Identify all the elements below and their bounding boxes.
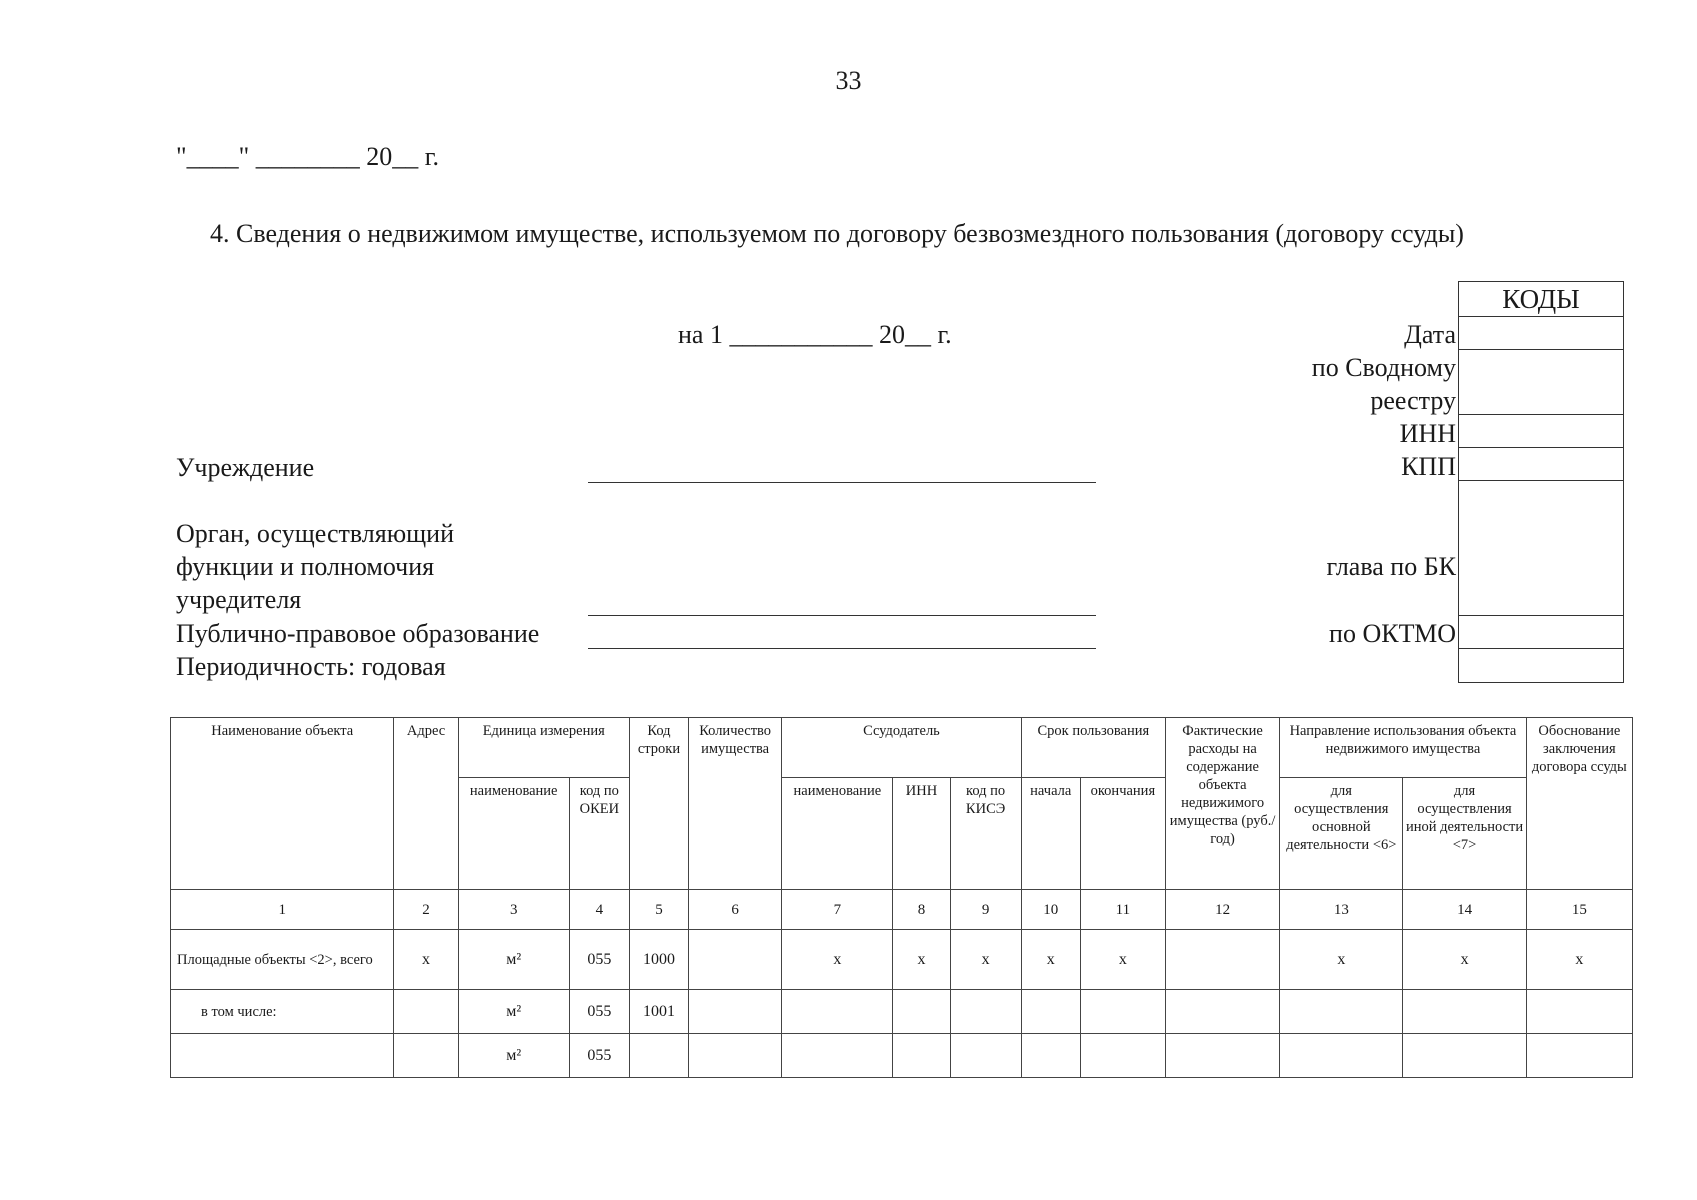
table-cell[interactable] bbox=[689, 930, 782, 990]
column-number: 11 bbox=[1080, 890, 1165, 930]
label-date: Дата bbox=[1404, 320, 1456, 349]
table-cell[interactable] bbox=[1021, 1034, 1080, 1078]
table-cell: х bbox=[950, 930, 1021, 990]
header-term: Срок пользования bbox=[1021, 718, 1165, 778]
column-number: 2 bbox=[394, 890, 458, 930]
column-number: 8 bbox=[893, 890, 950, 930]
table-cell: 055 bbox=[569, 990, 629, 1034]
table-cell: х bbox=[1080, 930, 1165, 990]
header-address: Адрес bbox=[394, 718, 458, 890]
header-object-name: Наименование объекта bbox=[171, 718, 394, 890]
table-cell[interactable] bbox=[689, 990, 782, 1034]
column-number: 12 bbox=[1165, 890, 1279, 930]
table-cell[interactable] bbox=[1526, 990, 1632, 1034]
header-basis: Обоснование заключения договора ссуды bbox=[1526, 718, 1632, 890]
table-cell[interactable] bbox=[1080, 1034, 1165, 1078]
label-organ-1: Орган, осуществляющий bbox=[176, 519, 454, 548]
label-organ-3: учредителя bbox=[176, 585, 302, 614]
label-oktmo: по ОКТМО bbox=[1329, 619, 1456, 648]
header-unit-name: наименование bbox=[458, 778, 569, 890]
table-cell[interactable] bbox=[1280, 1034, 1403, 1078]
as-of-date: на 1 ___________ 20__ г. bbox=[678, 320, 952, 349]
table-cell[interactable] bbox=[1165, 1034, 1279, 1078]
label-inn: ИНН bbox=[1399, 419, 1456, 448]
table-cell: х bbox=[394, 930, 458, 990]
header-costs: Фактические расходы на содержание объекта недвижимого имущества (руб./год) bbox=[1165, 718, 1279, 890]
column-number: 7 bbox=[782, 890, 893, 930]
table-cell[interactable] bbox=[893, 1034, 950, 1078]
label-registry-1: по Сводному bbox=[1311, 353, 1456, 382]
label-kpp: КПП bbox=[1401, 452, 1456, 481]
header-line-code: Код строки bbox=[629, 718, 688, 890]
header-lender-kise: код по КИСЭ bbox=[950, 778, 1021, 890]
column-number: 3 bbox=[458, 890, 569, 930]
table-cell: 1001 bbox=[629, 990, 688, 1034]
table-cell[interactable] bbox=[1403, 990, 1526, 1034]
table-cell[interactable] bbox=[689, 1034, 782, 1078]
public-entity-field[interactable] bbox=[588, 648, 1096, 649]
table-cell: х bbox=[1526, 930, 1632, 990]
table-cell: х bbox=[1280, 930, 1403, 990]
table-cell: м² bbox=[458, 1034, 569, 1078]
table-cell[interactable] bbox=[1526, 1034, 1632, 1078]
table-cell[interactable] bbox=[782, 1034, 893, 1078]
header-lender-name: наименование bbox=[782, 778, 893, 890]
section-title: 4. Сведения о недвижимом имуществе, используемом по договору безвозмездного пользования (договору ссуды) bbox=[210, 219, 1464, 248]
column-number: 1 bbox=[171, 890, 394, 930]
table-cell: м² bbox=[458, 990, 569, 1034]
table-cell: х bbox=[1403, 930, 1526, 990]
codes-header: КОДЫ bbox=[1459, 282, 1623, 317]
label-institution: Учреждение bbox=[176, 453, 315, 482]
column-number: 6 bbox=[689, 890, 782, 930]
table-cell: 1000 bbox=[629, 930, 688, 990]
table-cell[interactable] bbox=[950, 1034, 1021, 1078]
table-cell[interactable] bbox=[1403, 1034, 1526, 1078]
table-cell[interactable] bbox=[1165, 930, 1279, 990]
date-line: "____" ________ 20__ г. bbox=[176, 142, 439, 171]
table-cell[interactable] bbox=[950, 990, 1021, 1034]
header-quantity: Количество имущества bbox=[689, 718, 782, 890]
label-bk: глава по БК bbox=[1326, 552, 1456, 581]
table-cell[interactable] bbox=[394, 990, 458, 1034]
header-lender: Ссудодатель bbox=[782, 718, 1021, 778]
column-number: 13 bbox=[1280, 890, 1403, 930]
column-number: 15 bbox=[1526, 890, 1632, 930]
table-cell: х bbox=[782, 930, 893, 990]
label-organ-2: функции и полномочия bbox=[176, 552, 435, 581]
header-term-start: начала bbox=[1021, 778, 1080, 890]
table-cell: 055 bbox=[569, 930, 629, 990]
table-cell[interactable] bbox=[394, 1034, 458, 1078]
header-lender-inn: ИНН bbox=[893, 778, 950, 890]
row-label: Площадные объекты <2>, всего bbox=[171, 930, 394, 990]
institution-field[interactable] bbox=[588, 482, 1096, 483]
label-periodicity: Периодичность: годовая bbox=[176, 652, 446, 681]
label-public-entity: Публично-правовое образование bbox=[176, 619, 540, 648]
column-number: 4 bbox=[569, 890, 629, 930]
table-cell[interactable] bbox=[1080, 990, 1165, 1034]
page-number: 33 bbox=[835, 66, 862, 95]
table-cell[interactable] bbox=[1280, 990, 1403, 1034]
codes-box bbox=[1458, 281, 1624, 683]
label-registry-2: реестру bbox=[1370, 386, 1456, 415]
table-cell[interactable] bbox=[1165, 990, 1279, 1034]
header-direction: Направление использования объекта недвижимого имущества bbox=[1280, 718, 1527, 778]
table-cell: м² bbox=[458, 930, 569, 990]
table-cell: х bbox=[893, 930, 950, 990]
header-unit: Единица измерения bbox=[458, 718, 629, 778]
column-number: 14 bbox=[1403, 890, 1526, 930]
column-number: 9 bbox=[950, 890, 1021, 930]
table-cell[interactable] bbox=[1021, 990, 1080, 1034]
organ-field[interactable] bbox=[588, 615, 1096, 616]
table-cell: х bbox=[1021, 930, 1080, 990]
table-cell[interactable] bbox=[782, 990, 893, 1034]
column-number: 10 bbox=[1021, 890, 1080, 930]
header-direction-other: для осуществления иной деятельности <7> bbox=[1403, 778, 1526, 890]
column-number: 5 bbox=[629, 890, 688, 930]
table-cell[interactable] bbox=[629, 1034, 688, 1078]
table-cell: 055 bbox=[569, 1034, 629, 1078]
row-label[interactable] bbox=[171, 1034, 394, 1078]
header-term-end: окончания bbox=[1080, 778, 1165, 890]
table-cell[interactable] bbox=[893, 990, 950, 1034]
row-label: в том числе: bbox=[171, 990, 394, 1034]
property-table bbox=[170, 717, 1633, 1078]
header-direction-main: для осуществления основной деятельности <6> bbox=[1280, 778, 1403, 890]
header-unit-okei: код по ОКЕИ bbox=[569, 778, 629, 890]
